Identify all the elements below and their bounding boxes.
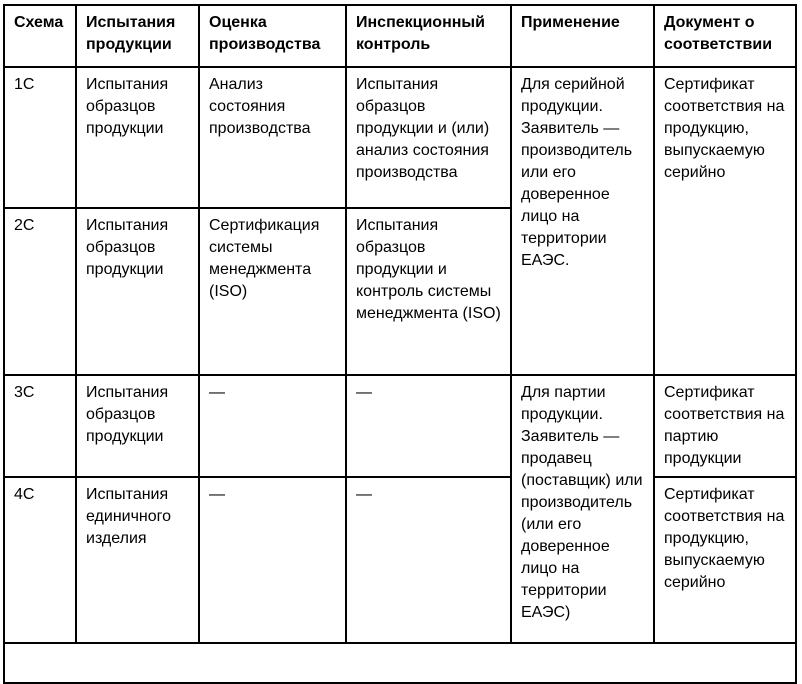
cell-1c-2c-application: Для серийной продукции. Заявитель — производитель или его доверенное лицо на территории ЕАЭС. xyxy=(511,67,654,375)
header-application: Применение xyxy=(511,5,654,67)
table-row-partial-bottom xyxy=(4,643,796,683)
cell-2c-assessment: Сертификация системы менеджмента (ISO) xyxy=(199,208,346,375)
header-row xyxy=(4,5,796,67)
header-production-assessment: Оценка производства xyxy=(199,5,346,67)
cell-4c-testing: Испытания единичного изделия xyxy=(76,477,199,643)
table-row-4c xyxy=(4,477,796,643)
header-scheme: Схема xyxy=(4,5,76,67)
cell-partial-bottom xyxy=(4,643,796,683)
cell-2c-scheme: 2С xyxy=(4,208,76,375)
cell-4c-assessment-dash: — xyxy=(199,477,346,643)
cell-3c-assessment-dash: — xyxy=(199,375,346,477)
cell-1c-inspection: Испытания образцов продукции и (или) анализ состояния производства xyxy=(346,67,511,208)
table-row-3c xyxy=(4,375,796,477)
cell-3c-inspection-dash: — xyxy=(346,375,511,477)
cell-3c-testing: Испытания образцов продукции xyxy=(76,375,199,477)
header-product-testing: Испытания продукции xyxy=(76,5,199,67)
cell-1c-testing: Испытания образцов продукции xyxy=(76,67,199,208)
cell-1c-assessment: Анализ состояния производства xyxy=(199,67,346,208)
header-inspection-control: Инспекционный контроль xyxy=(346,5,511,67)
certification-schemes-table xyxy=(3,4,797,684)
cell-4c-document: Сертификат соответствия на продукцию, выпускаемую серийно xyxy=(654,477,796,643)
cell-3c-document: Сертификат соответствия на партию продукции xyxy=(654,375,796,477)
cell-4c-scheme: 4С xyxy=(4,477,76,643)
cell-4c-inspection-dash: — xyxy=(346,477,511,643)
cell-1c-2c-document: Сертификат соответствия на продукцию, выпускаемую серийно xyxy=(654,67,796,375)
cell-3c-4c-application: Для партии продукции. Заявитель — продавец (поставщик) или производитель (или его доверенное лицо на территории ЕАЭС) xyxy=(511,375,654,643)
cell-3c-scheme: 3С xyxy=(4,375,76,477)
cell-2c-inspection: Испытания образцов продукции и контроль системы менеджмента (ISO) xyxy=(346,208,511,375)
cell-1c-scheme: 1С xyxy=(4,67,76,208)
header-conformity-document: Документ о соответствии xyxy=(654,5,796,67)
table-row-1c xyxy=(4,67,796,208)
cell-2c-testing: Испытания образцов продукции xyxy=(76,208,199,375)
